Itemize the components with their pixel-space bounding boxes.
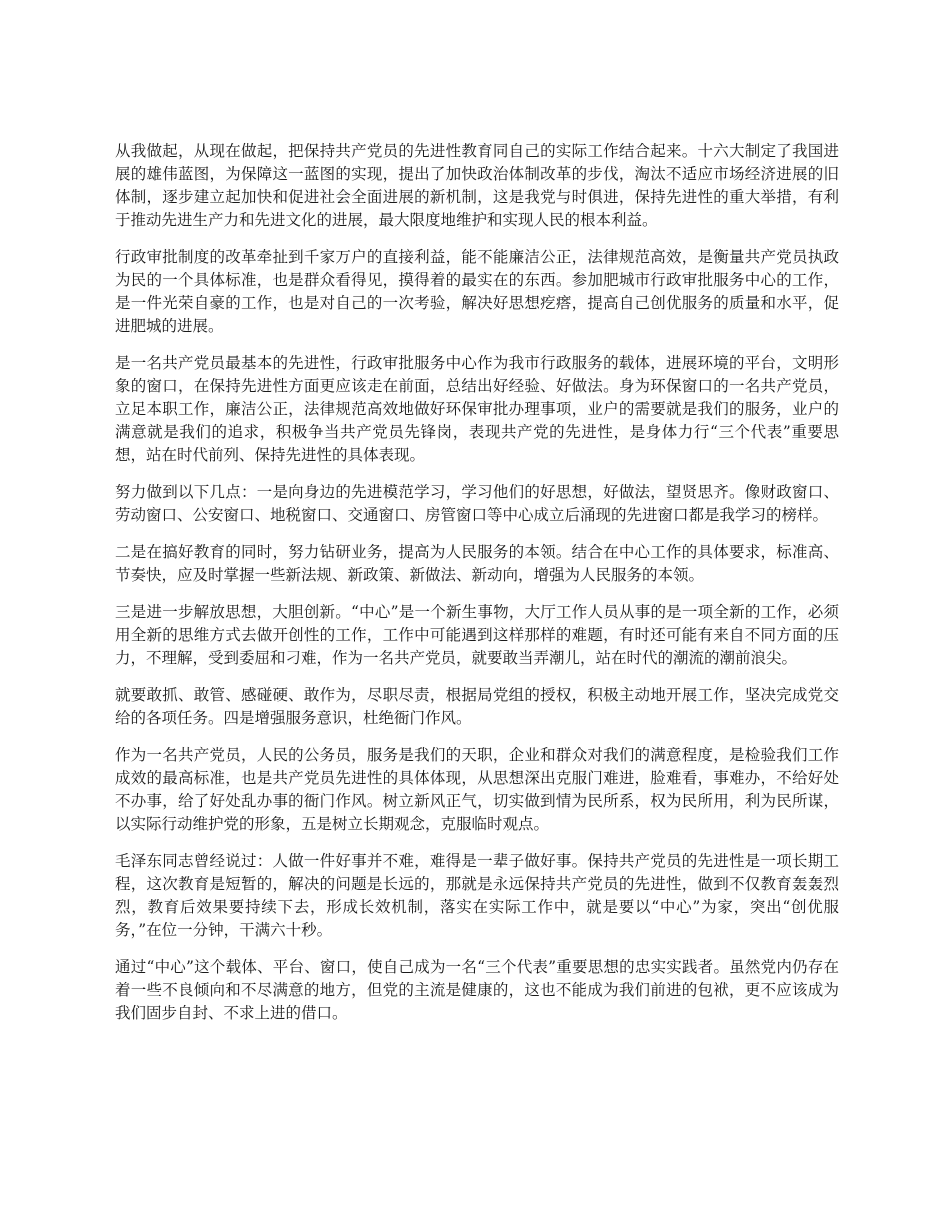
document-body <box>115 140 839 1039</box>
paragraph-8: 作为一名共产党员，人民的公务员，服务是我们的天职，企业和群众对我们的满意程度，是检验我们工作成效的最高标准，也是共产党员先进性的具体体现，从思想深出克服门难进，脸难看，事难办，不给好处不办事，给了好处乱办事的衙门作风。树立新风正气，切实做到情为民所系，权为民所用，利为民所谋，以实际行动维护党的形象，五是树立长期观念，克服临时观点。 <box>115 746 839 833</box>
paragraph-3: 是一名共产党员最基本的先进性，行政审批服务中心作为我市行政服务的载体，进展环境的平台，文明形象的窗口，在保持先进性方面更应该走在前面，总结出好经验、好做法。身为环保窗口的一名共产党员，立足本职工作，廉洁公正，法律规范高效地做好环保审批办理事项，业户的需要就是我们的服务，业户的满意就是我们的追求，积极争当共产党员先锋岗，表现共产党的先进性，是身体力行“三个代表”重要思想，站在时代前列、保持先进性的具体表现。 <box>115 354 839 464</box>
paragraph-6: 三是进一步解放思想，大胆创新。“中心”是一个新生事物，大厅工作人员从事的是一项全新的工作，必须用全新的思维方式去做开创性的工作，工作中可能遇到这样那样的难题，有时还可能有来自不同方面的压力，不理解，受到委屈和刁难，作为一名共产党员，就要敢当弄潮儿，站在时代的潮流的潮前浪尖。 <box>115 603 839 667</box>
paragraph-4: 努力做到以下几点：一是向身边的先进模范学习，学习他们的好思想，好做法，望贤思齐。像财政窗口、劳动窗口、公安窗口、地税窗口、交通窗口、房管窗口等中心成立后涌现的先进窗口都是我学习的榜样。 <box>115 483 839 524</box>
paragraph-10: 通过“中心”这个载体、平台、窗口，使自己成为一名“三个代表”重要思想的忠实实践者。虽然党内仍存在着一些不良倾向和不尽满意的地方，但党的主流是健康的，这也不能成为我们前进的包袱，更不应该成为我们固步自封、不求上进的借口。 <box>115 958 839 1022</box>
paragraph-1: 从我做起，从现在做起，把保持共产党员的先进性教育同自己的实际工作结合起来。十六大制定了我国进展的雄伟蓝图，为保障这一蓝图的实现，提出了加快政治体制改革的步伐，淘汰不适应市场经济进展的旧体制，逐步建立起加快和促进社会全面进展的新机制，这是我党与时俱进，保持先进性的重大举措，有利于推动先进生产力和先进文化的进展，最大限度地维护和实现人民的根本利益。 <box>115 142 839 229</box>
paragraph-5: 二是在搞好教育的同时，努力钻研业务，提高为人民服务的本领。结合在中心工作的具体要求，标准高、节奏快，应及时掌握一些新法规、新政策、新做法、新动向，增强为人民服务的本领。 <box>115 543 839 584</box>
paragraph-9: 毛泽东同志曾经说过：人做一件好事并不难，难得是一辈子做好事。保持共产党员的先进性是一项长期工程，这次教育是短暂的，解决的问题是长远的，那就是永远保持共产党员的先进性，做到不仅教育轰轰烈烈，教育后效果要持续下去，形成长效机制，落实在实际工作中，就是要以“中心”为家，突出“创优服务，”在位一分钟，干满六十秒。 <box>115 852 839 939</box>
paragraph-7: 就要敢抓、敢管、感碰硬、敢作为，尽职尽责，根据局党组的授权，积极主动地开展工作，坚决完成党交给的各项任务。四是增强服务意识，杜绝衙门作风。 <box>115 686 839 727</box>
paragraph-2: 行政审批制度的改革牵扯到千家万户的直接利益，能不能廉洁公正，法律规范高效，是衡量共产党员执政为民的一个具体标准，也是群众看得见，摸得着的最实在的东西。参加肥城市行政审批服务中心的工作，是一件光荣自豪的工作，也是对自己的一次考验，解决好思想疙瘩，提高自己创优服务的质量和水平，促进肥城的进展。 <box>115 248 839 335</box>
